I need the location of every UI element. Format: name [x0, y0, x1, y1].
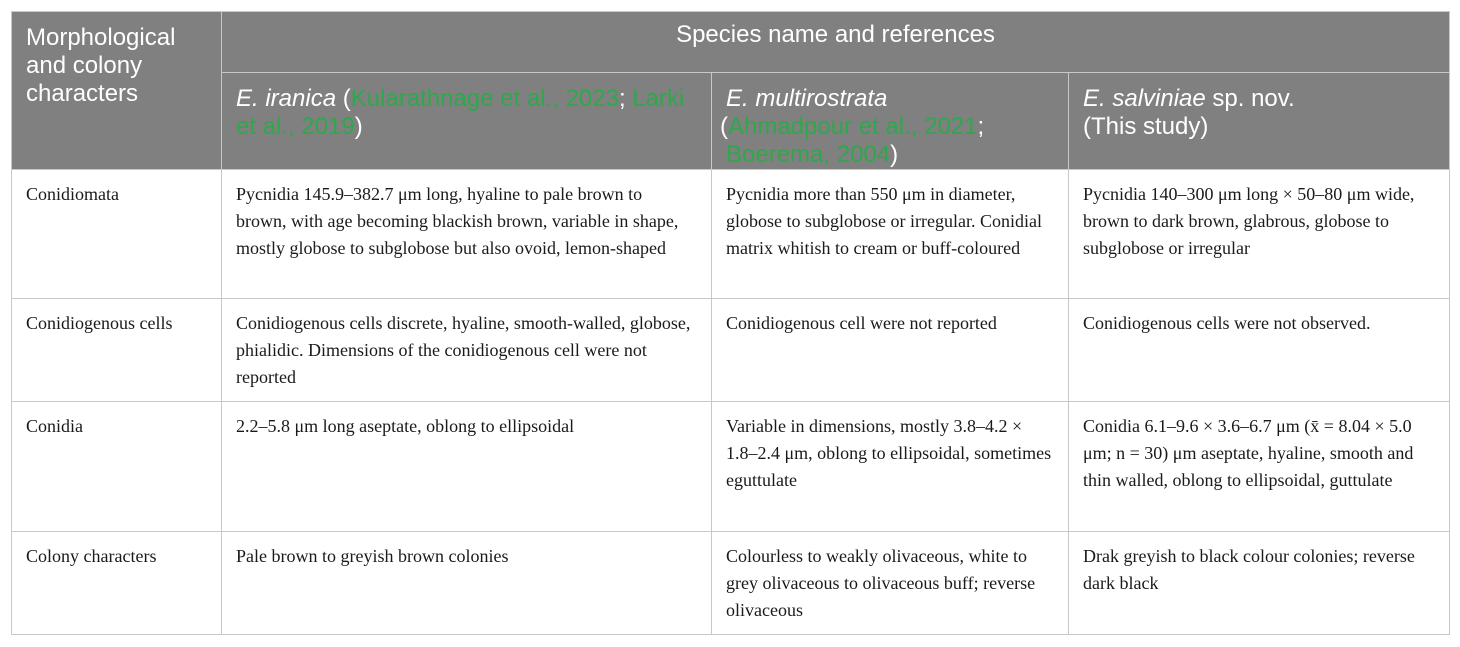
table-row — [12, 170, 1450, 299]
header-characters: Morphological and colony characters — [12, 12, 222, 170]
table-cell: Conidiogenous cell were not reported — [712, 299, 1069, 402]
table-cell: 2.2–5.8 μm long aseptate, oblong to ellipsoidal — [222, 402, 712, 532]
species-comparison-table — [11, 11, 1450, 635]
species-name: E. multirostrata — [726, 85, 888, 112]
table-header — [12, 12, 1450, 170]
row-label: Conidiomata — [12, 170, 222, 299]
row-label: Colony characters — [12, 532, 222, 635]
table-row — [12, 299, 1450, 402]
reference-link[interactable]: Boerema, 2004 — [726, 141, 891, 168]
reference-link[interactable]: Ahmadpour et al., 2021 — [728, 113, 978, 140]
table-cell: Pale brown to greyish brown colonies — [222, 532, 712, 635]
row-label: Conidia — [12, 402, 222, 532]
table-row — [12, 532, 1450, 635]
table-cell: Conidiogenous cells discrete, hyaline, smooth-walled, globose, phialidic. Dimensions of the conidiogenous cell were not reported — [222, 299, 712, 402]
table-row — [12, 402, 1450, 532]
table-body — [12, 170, 1450, 635]
header-species-span: Species name and references — [222, 12, 1450, 73]
species-name: E. iranica — [236, 85, 337, 112]
table-cell: Variable in dimensions, mostly 3.8–4.2 × 1.8–2.4 μm, oblong to ellipsoidal, sometimes eguttulate — [712, 402, 1069, 532]
table-cell: Pycnidia more than 550 μm in diameter, globose to subglobose or irregular. Conidial matrix whitish to cream or buff-coloured — [712, 170, 1069, 299]
table-cell: Pycnidia 145.9–382.7 μm long, hyaline to pale brown to brown, with age becoming blackish brown, variable in shape, mostly globose to subglobose but also ovoid, lemon-shaped — [222, 170, 712, 299]
species-name: E. salviniae — [1083, 85, 1206, 112]
table-cell: Conidiogenous cells were not observed. — [1069, 299, 1450, 402]
table-cell: Colourless to weakly olivaceous, white to grey olivaceous to olivaceous buff; reverse olivaceous — [712, 532, 1069, 635]
reference-link[interactable]: Kularathnage et al., 2023 — [350, 85, 619, 112]
reference-link[interactable]: Larki et al., 2019 — [236, 85, 685, 140]
table-cell: Conidia 6.1–9.6 × 3.6–6.7 μm (x̄ = 8.04 × 5.0 μm; n = 30) μm aseptate, hyaline, smooth and thin walled, oblong to ellipsoidal, guttulate — [1069, 402, 1450, 532]
table-cell: Pycnidia 140–300 μm long × 50–80 μm wide, brown to dark brown, glabrous, globose to subglobose or irregular — [1069, 170, 1450, 299]
header-species-iranica: E. iranica (Kularathnage et al., 2023; Larki et al., 2019) — [222, 73, 712, 170]
row-label: Conidiogenous cells — [12, 299, 222, 402]
header-species-salviniae: E. salviniae sp. nov. (This study) — [1069, 73, 1450, 170]
table-cell: Drak greyish to black colour colonies; reverse dark black — [1069, 532, 1450, 635]
header-species-multirostrata: E. multirostrata (Ahmadpour et al., 2021; Boerema, 2004) — [712, 73, 1069, 170]
